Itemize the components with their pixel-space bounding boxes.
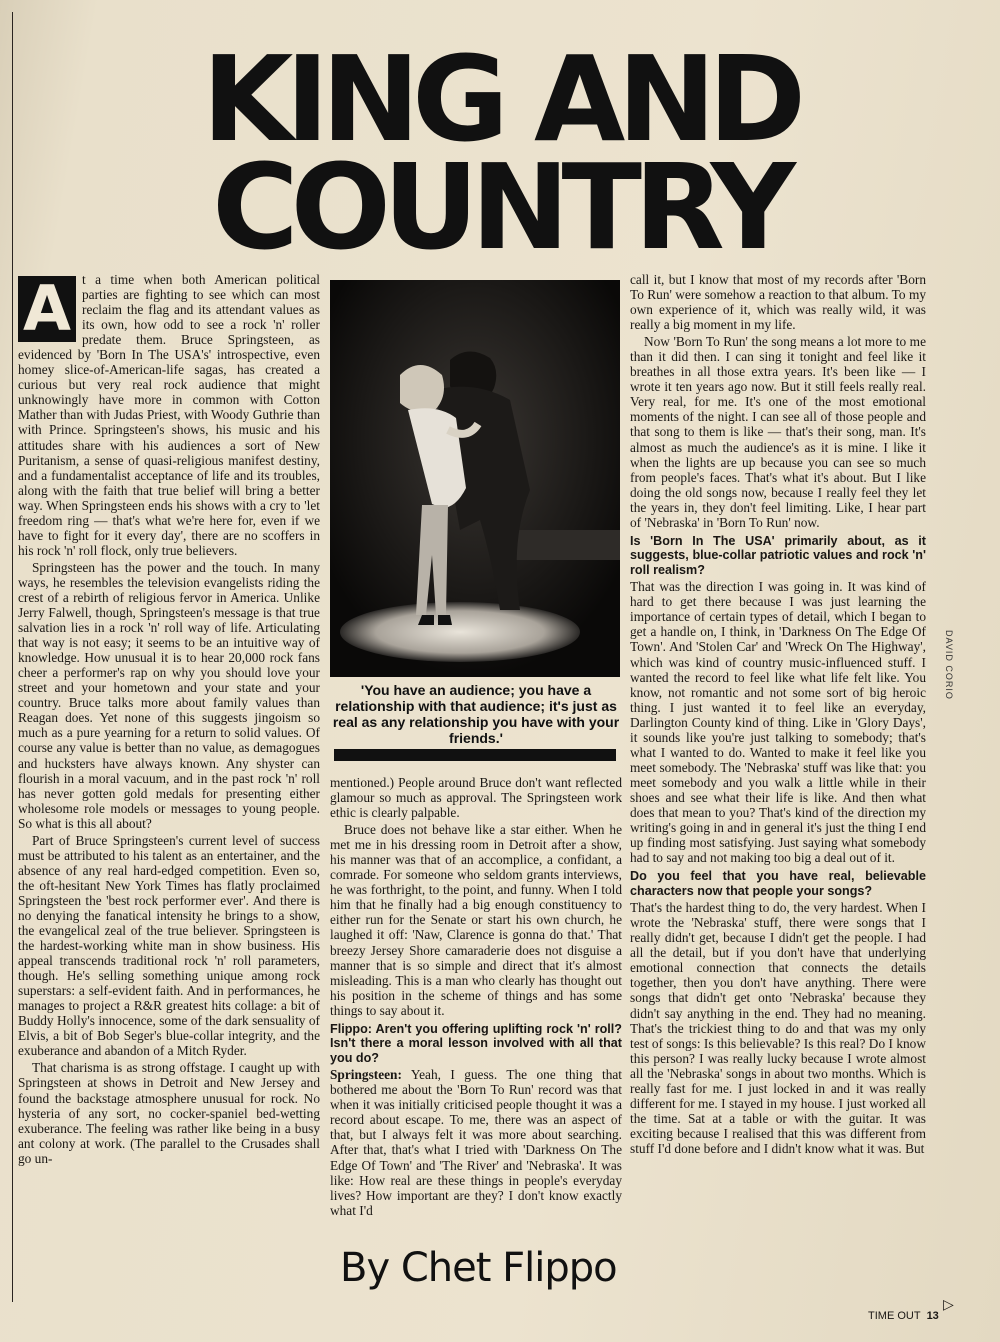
article-column-3 (630, 272, 926, 1158)
drop-cap: A (18, 276, 76, 342)
article-column-2 (330, 775, 622, 1220)
interview-question: Do you feel that you have real, believable characters now that people your songs? (630, 869, 926, 898)
magazine-name: TIME OUT (868, 1310, 921, 1322)
paragraph: That charisma is as strong offstage. I caught up with Springsteen at shows in Detroit and New Jersey and found the backstage atmosphere unusual for rock. No hysteria of any sort, no cocker-spaniel bed-wetting exuberance. The feeling was rather like being in a busy ant colony at work. (The parallel to the Crusades shall go un- (18, 1060, 320, 1166)
photo-credit: DAVID CORIO (944, 630, 954, 700)
paragraph: mentioned.) People around Bruce don't want reflected glamour so much as approval. The Springsteen work ethic is clearly palpable. (330, 775, 622, 821)
page-number: 13 (926, 1310, 939, 1322)
paragraph: t a time when both American political parties are fighting to see which can most reclaim the flag and its attendant values as its own, how odd to see a rock 'n' roller predate them. Bruce Springsteen, as evidenced by 'Born In The USA's' introspective, even homey slice-of-American-life sagas, has created a curious but very real rock audience that might unknowingly have more in common with Cotton Mather than with Judas Priest, with Woody Guthrie than with Prince. Springsteen's shows, his music and his attitudes share with his audiences a sort of New Puritanism, a sense of quasi-religious manifest destiny, and a fundamentalist acceptance of life and its troubles, along with the faith that true belief will bring a better way. When Springsteen ends his shows with a cry to 'let freedom ring — that's what we're here for, even if we have to fight for it every day', there are no scoffers in his rock 'n' roll flock, only true believers. (18, 272, 320, 558)
answer-speaker-label: Springsteen: (330, 1067, 402, 1083)
paragraph: call it, but I know that most of my records after 'Born To Run' were somehow a reaction to that album. To my own experience of it, which was really wild, it was really a big moment in my life. (630, 272, 926, 333)
interview-answer: That was the direction I was going in. It was kind of hard to get there because I was just learning the importance of certain types of detail, which I began to get a handle on, I think, in 'Darkness On The Edge Of Town'. And 'Stolen Car' and 'Wreck On The Highway', which was kind of country music-influenced stuff. I wanted the record to feel like what life felt like. You know, not romantic and not some sort of big heroic thing. I just wanted it to feel like an everyday, Darlington County kind of thing. Like in 'Glory Days', it sounds like you're just talking to somebody; that's what I wanted to do. Wanted to make it feel like you meet somebody. The 'Nebraska' stuff was like that: you meet somebody and you walk a little while in their shoes and see what their life is like. And then what does that mean to you? That's kind of the direction my writing's going in and in general it's just the thing I end up finding most satisfying. Just saying what somebody had to say and not making too big a deal out of it. (630, 579, 926, 866)
paragraph: Part of Bruce Springsteen's current level of success must be attributed to his talent as an entertainer, and the absence of any real hard-edged competition. Even so, the oft-hesitant New York Times has flatly proclaimed Springsteen the 'best rock performer ever'. And there is no denying the fanatical intensity he brings to a show, the evangelical zeal of the true believer. Springsteen is the hardest-working white man in show business. His appeal transcends traditional rock 'n' roll parameters, though. He's selling something unique among rock superstars: a self-evident faith. And in performances, he manages to project a R&R greatest hits collage: a bit of Buddy Holly's innocence, some of the dark sensuality of Elvis, a bit of Bob Seger's blue-collar integrity, and the exuberance and abandon of a Mitch Ryder. (18, 832, 320, 1059)
interview-question: Flippo: Aren't you offering uplifting rock 'n' roll? Isn't there a moral lesson involved with all that you do? (330, 1021, 622, 1065)
caption-rule (334, 749, 616, 761)
interview-answer (330, 1067, 622, 1217)
paragraph: Springsteen has the power and the touch. In many ways, he resembles the television evangelists riding the crest of a rebirth of religious fervor in America. Unlike Jerry Falwell, though, Springsteen's message is that true salvation lies in a rock 'n' roll way of life. Articulating that way is not easy; it seems to be an intuitive way of knowledge. How unusual it is to hear 20,000 rock fans cheer a performer's rap on why you should love your street and your hometown and your state and your country. Bruce talks more about family values than Reagan does. Yet none of this suggests jingoism so much as a pure yearning for a return to solid values. Of course any value is better than no value, as demagogues and hucksters have always known. Any shyster can flourish in a moral vacuum, and in the past rock 'n' roll has never gotten gold medals for presenting either wholesome role models or messages to young people. So what is this all about? (18, 559, 320, 831)
headline-line-1: KING AND (201, 30, 799, 168)
concert-photo (330, 280, 620, 677)
continued-arrow-icon: ▷ (943, 1297, 954, 1313)
interview-answer: That's the hardest thing to do, the very hardest. When I wrote the 'Nebraska' stuff, there were songs that I really didn't get, because I didn't get the people. I had all the detail, but if you don't have that underlying emotional connection that connects the details together, then you don't have anything. There were songs that didn't get onto 'Nebraska' because they didn't say anything in the end. They had no meaning. That's the trickiest thing to do and that was my only test of songs: Is this believable? Is this real? Do I know this person? I was really lucky because I wrote almost all the 'Nebraska' songs in about two months. Which is really fast for me. I just locked in and it was really different for me. I stayed in my house. I just worked all the time. Sat at a table or with the guitar. It was exciting because I realised that this was different from stuff I'd done before and I didn't know what it was. But (630, 900, 926, 1156)
concert-photo-illustration (330, 280, 620, 677)
article-column-1 (18, 272, 320, 1168)
answer-text: Yeah, I guess. The one thing that bothered me about the 'Born To Run' record was that when it was initially criticised people thought it was a record about escape. To me, there was an aspect of that, but I always felt it was more about searching. After that, that's what I tried with 'Darkness On The Edge Of Town' and 'The River' and 'Nebraska'. It was like: How real are these things in people's everyday lives? How important are they? I don't know exactly what I'd (330, 1067, 622, 1218)
photo-caption: 'You have an audience; you have a relationship with that audience; it's just as real as any relationship you have with your friends.' (332, 682, 620, 746)
interview-question: Is 'Born In The USA' primarily about, as it suggests, blue-collar patriotic values and rock 'n' roll realism? (630, 533, 926, 577)
byline: By Chet Flippo (340, 1245, 617, 1291)
paragraph: Now 'Born To Run' the song means a lot more to me than it did then. I can sing it tonight and feel like it breathes in all those extra years. It's been like — I wrote it ten years ago now. But it still feels really real. Very real, for me. It's one of the most emotional moments of the night. I can see all of those people and that song to them is like — that's their song, man. It's almost as much the audience's as it is mine. I like it when the lights are up because you can see so much from people's faces. That's what it's about. But I like doing the old songs now, because I really feel they let the years in, they don't feel limiting. Like, I hear part of 'Nebraska' in 'Born To Run' now. (630, 334, 926, 530)
paragraph: Bruce does not behave like a star either. When he met me in his dressing room in Detroit after a show, his manner was that of an accomplice, a confidant, a comrade. For someone who seldom grants interviews, he was forthright, to the point, and funny. When I told him that he finally had a big enough constituency to either run for the Senate or start his own church, he laughed it off: 'Naw, Clarence is gonna do that.' That breezy Jersey Shore camaraderie does not disguise a manner that is so simple and direct that it's almost misleading. This is a man who clearly has thought out his position in the scheme of things and has some things to say about it. (330, 822, 622, 1018)
headline-line-2: COUNTRY (212, 138, 788, 276)
page-footer (868, 1310, 939, 1322)
